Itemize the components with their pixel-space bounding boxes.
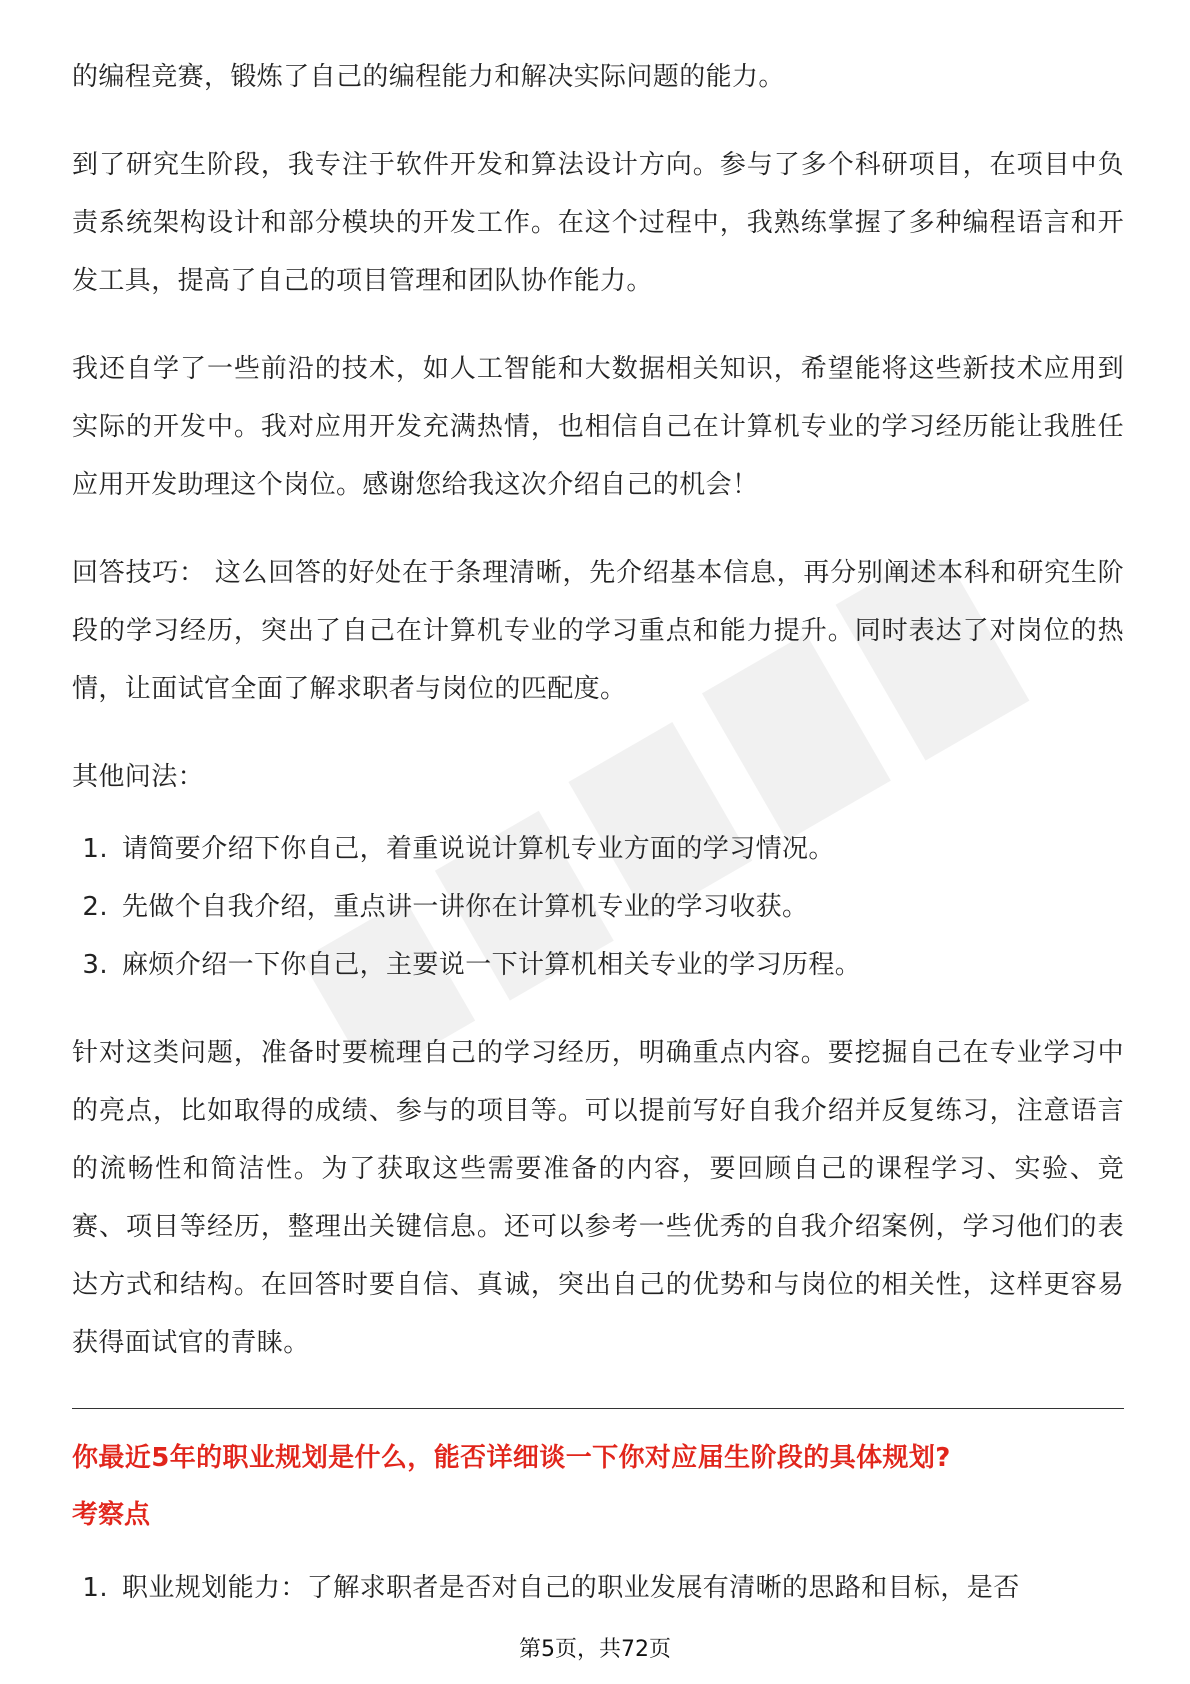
section-divider bbox=[72, 1408, 1124, 1409]
assessment-points-list bbox=[72, 1559, 1124, 1617]
paragraph-advice: 针对这类问题，准备时要梳理自己的学习经历，明确重点内容。要挖掘自己在专业学习中的亮点，比如取得的成绩、参与的项目等。可以提前写好自我介绍并反复练习，注意语言的流畅性和简洁性。为了获取这些需要准备的内容，要回顾自己的课程学习、实验、竞赛、项目等经历，整理出关键信息。还可以参考一些优秀的自我介绍案例，学习他们的表达方式和结构。在回答时要自信、真诚，突出自己的优势和与岗位的相关性，这样更容易获得面试官的青睐。 bbox=[72, 1038, 1124, 1358]
list-text: 先做个自我介绍，重点讲一讲你在计算机专业的学习收获。 bbox=[122, 892, 809, 922]
list-number: 1. bbox=[82, 834, 108, 864]
list-item bbox=[72, 878, 1124, 936]
section-subhead: 考察点 bbox=[72, 1500, 151, 1530]
other-questions-list bbox=[72, 820, 1124, 994]
list-number: 2. bbox=[82, 892, 108, 922]
paragraph-other-questions-label: 其他问法： bbox=[72, 762, 205, 792]
list-item bbox=[72, 1559, 1124, 1617]
list-item bbox=[72, 820, 1124, 878]
list-text: 请简要介绍下你自己，着重说说计算机专业方面的学习情况。 bbox=[122, 834, 835, 864]
paragraph-graduate: 到了研究生阶段，我专注于软件开发和算法设计方向。参与了多个科研项目，在项目中负责系统架构设计和部分模块的开发工作。在这个过程中，我熟练掌握了多种编程语言和开发工具，提高了自己的项目管理和团队协作能力。 bbox=[72, 150, 1124, 296]
page-footer: 第5页，共72页 bbox=[519, 1637, 671, 1662]
document-page bbox=[72, 48, 1124, 1647]
paragraph-answer-tips: 回答技巧： 这么回答的好处在于条理清晰，先介绍基本信息，再分别阐述本科和研究生阶段的学习经历，突出了自己在计算机专业的学习重点和能力提升。同时表达了对岗位的热情，让面试官全面了解求职者与岗位的匹配度。 bbox=[72, 558, 1124, 704]
list-number: 3. bbox=[82, 950, 108, 980]
paragraph-self-study: 我还自学了一些前沿的技术，如人工智能和大数据相关知识，希望能将这些新技术应用到实际的开发中。我对应用开发充满热情，也相信自己在计算机专业的学习经历能让我胜任应用开发助理这个岗位。感谢您给我这次介绍自己的机会！ bbox=[72, 354, 1124, 500]
list-number: 1. bbox=[82, 1573, 108, 1603]
list-text: 麻烦介绍一下你自己，主要说一下计算机相关专业的学习历程。 bbox=[122, 950, 862, 980]
paragraph-competition: 的编程竞赛，锻炼了自己的编程能力和解决实际问题的能力。 bbox=[72, 62, 785, 92]
list-item bbox=[72, 936, 1124, 994]
list-text: 职业规划能力：了解求职者是否对自己的职业发展有清晰的思路和目标，是否 bbox=[122, 1573, 1020, 1603]
question-title: 你最近5年的职业规划是什么，能否详细谈一下你对应届生阶段的具体规划? bbox=[72, 1443, 951, 1473]
